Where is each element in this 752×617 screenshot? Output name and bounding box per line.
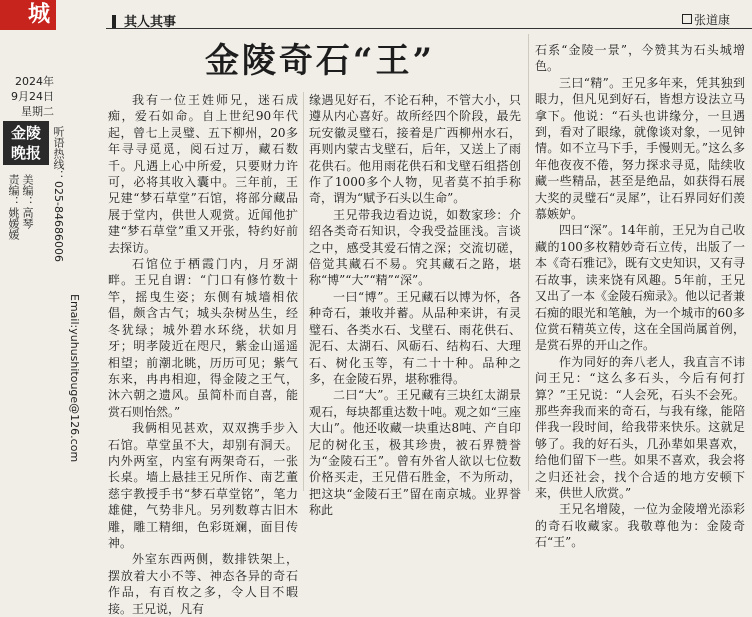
issue-date (2, 74, 54, 119)
issue-year: 2024年 (15, 75, 54, 88)
article-title: 金陵奇石“王” (204, 41, 436, 81)
column-divider (303, 92, 304, 491)
issue-weekday: 星期二 (21, 105, 54, 118)
article-column-3 (535, 42, 745, 551)
editor-credit: 责编：姚媛媛 (7, 174, 20, 240)
article-paragraph: 二曰“大”。王兄藏有三块红太湖景观石，每块都重达数十吨。观之如“三座大山”。他还收藏一块重达8吨、产自印尼的树化玉，极其珍贵，被石界赞誉为“金陵石王”。曾有外省人欲以七位数价格买走，王兄借石胜金，不为所动，把这块“金陵石王”留在南京城。业界誉称此 (309, 388, 521, 518)
article-paragraph: 王兄名增陵，一位为金陵增光添彩的奇石收藏家。我敬尊他为：金陵奇石“王”。 (535, 502, 745, 550)
issue-day: 9月24日 (11, 90, 54, 103)
article-paragraph: 作为同好的奔八老人，我直言不讳问王兄：“这么多石头，今后有何打算？”王兄说：“人会死，石头不会死。那些奔我而来的奇石，与我有缘，能陪伴我一段时间，给我带来快乐。这就足够了。我的好石头，几孙辈如果喜欢，给他们留下一些。如果不喜欢，我会将之归还社会，找个合适的地方安顿下来，供世人欣赏。” (535, 354, 745, 500)
header-rule (106, 28, 752, 29)
column-divider (528, 34, 529, 491)
hotline-credit: 听语热线：025-84686006 (52, 126, 65, 262)
article-column-1 (108, 92, 298, 617)
article-paragraph: 石系“金陵一景”，今赞其为石头城增色。 (535, 43, 745, 74)
author-byline (682, 11, 730, 28)
newspaper-logo (3, 121, 49, 165)
logo-line2: 晚报 (10, 144, 41, 162)
author-name: 张道康 (693, 13, 730, 27)
article-paragraph: 四曰“深”。14年前，王兄为自己收藏的100多枚精妙奇石立传，出版了一本《奇石雅记》，既有文史知识，又有寻石故事，读来饶有风趣。5年前，王兄又出了一本《金陵石痴录》。他以记者兼石痴的眼光和笔触，为一个城市的60多位赏石精英立传，这在全国尚属首例，是赏石界的开山之作。 (535, 223, 746, 353)
article-paragraph: 三曰“精”。王兄多年来，凭其独到眼力，但凡见到好石，皆想方设法立马拿下。他说：“石头也讲缘分，一旦遇到，看对了眼缘，就像谈对象，一见钟情。如不立马下手，手慢则无。”这么多年他夜夜不倦，努力探求寻觅，陆续收藏一些精品，甚至是绝品，如获得石展大奖的灵璧石“灵犀”，让石界同好们羡慕嫉妒。 (535, 75, 745, 222)
designer-credit: 美编：高琴 (21, 174, 34, 229)
article-column-2 (309, 92, 521, 519)
article-paragraph: 王兄带我边看边说，如数家珍：介绍各类奇石知识，令我受益匪浅。言谈之中，感受其爱石情之深；交流切磋，倍觉其藏石不易。究其藏石之路，堪称“博”“大”“精”“深”。 (309, 207, 521, 288)
column-name: 其人其事 (124, 15, 177, 30)
article-paragraph: 我有一位王姓师兄，迷石成痴，爱石如命。自上世纪90年代起，曾七上灵璧、五下柳州，20多年寻寻觅觅，阅石过万，藏石数千。凡遇上心中所爱，只要财力许可，必将其收入囊中。三年前，王兄建“梦石草堂”石馆，将部分藏品展于堂内，供世人观赏。近闻他扩建“梦石草堂”重又开张，特约好前去探访。 (108, 93, 298, 255)
article-paragraph: 一曰“博”。王兄藏石以博为怀，各种奇石，兼收并蓄。从品种来讲，有灵璧石、各类水石、戈壁石、雨花供石、泥石、太湖石、风砺石、结构石、大理石、树化玉等，有二十十种。品种之多，在金陵石界，堪称雅得。 (309, 289, 521, 386)
column-marker-icon (112, 15, 116, 28)
email-credit: Email:yuhushitouge@126.com (68, 294, 81, 463)
masthead-text: 城 (27, 2, 50, 27)
masthead-fragment (0, 0, 56, 30)
article-paragraph: 缘遇见好石，不论石种，不管大小，只遵从内心喜好。故所经四个阶段，最先玩安徽灵璧石，接着是广西柳州水石，再则内蒙古戈壁石，后年，又送上了雨花供石。他用雨花供石和戈壁石组搭创作了1000多个人物，见者莫不拍手称奇，谓为“赋予石头以生命”。 (309, 93, 521, 206)
byline-box-icon (682, 14, 692, 24)
logo-line1: 金陵 (10, 124, 41, 142)
article-paragraph: 我俩相见甚欢，双双携手步入石馆。草堂虽不大，却别有洞天。内外两室，内室有两架奇石，一张长桌。墙上悬挂王兄所作、南艺董慈宇教授手书“梦石草堂铭”，笔力雄健，气势非凡。另列数尊古旧木雕，雕工精细，色彩斑斓，面目传神。 (108, 421, 298, 550)
article-paragraph: 石馆位于栖霞门内，月牙湖畔。王兄自谓：“门口有修竹数十竿，摇曳生姿；东侧有城墙相依倡，颇含古气；城头杂树丛生，经冬犹绿；城外碧水环绕，状如月牙；明孝陵近在咫尺，紫金山遥遥相望；前潮北眺，历历可见；紫气东来，冉冉相迎，得金陵之王气，沐六朝之遗风。虽简朴而自喜，能赏石则怡然。” (108, 257, 298, 419)
article-paragraph: 外室东西两侧，数排铁架上，摆放着大小不等、神态各异的奇石作品，有百枚之多，令人目不暇接。王兄说，凡有 (108, 552, 298, 616)
